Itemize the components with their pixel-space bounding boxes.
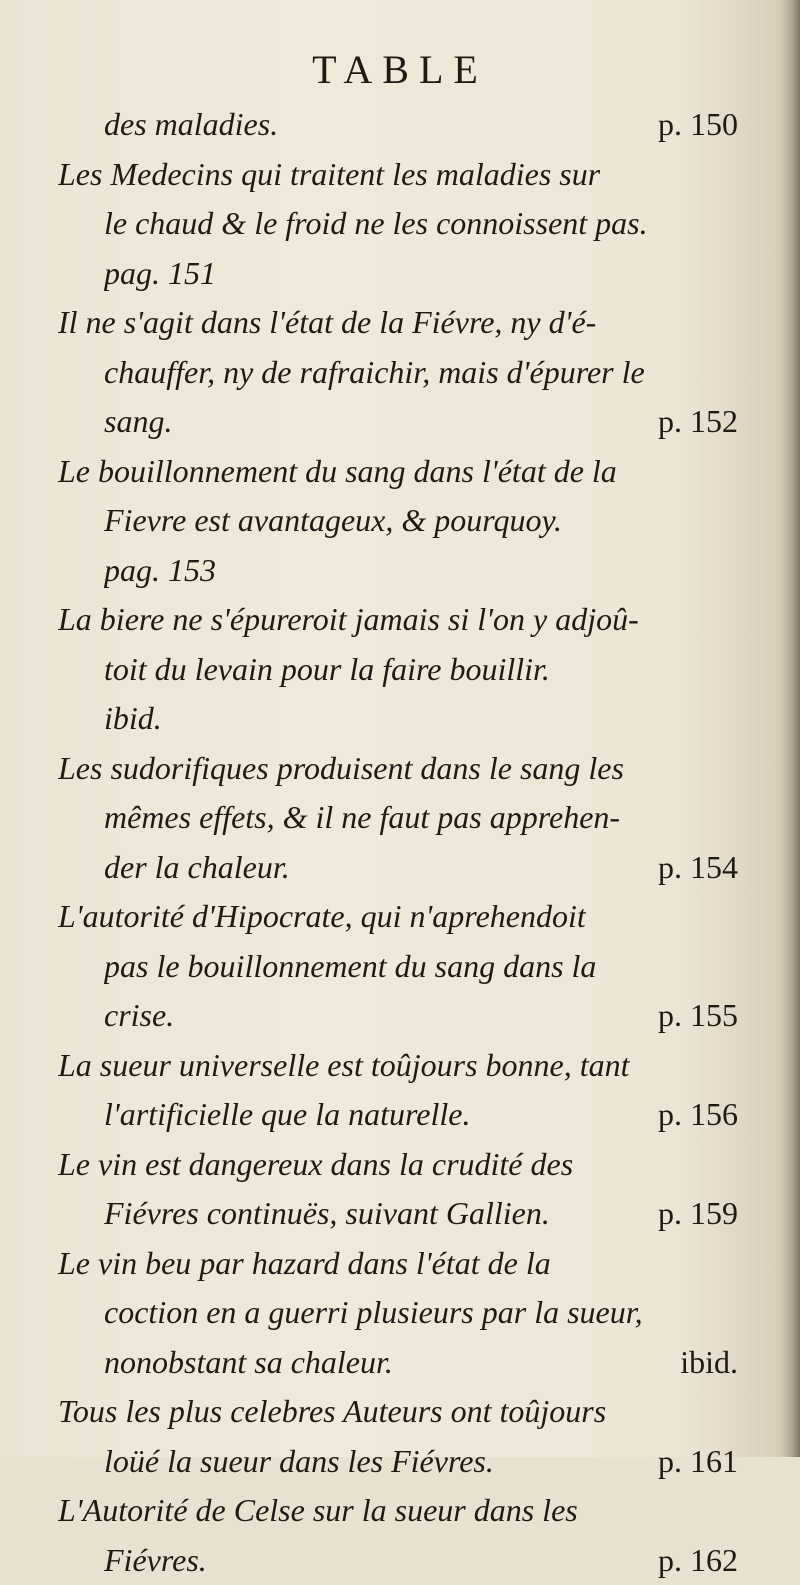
- toc-entry: [58, 150, 738, 299]
- toc-entry: [58, 744, 738, 893]
- toc-line-text: le chaud & le froid ne les connoissent pas.: [104, 199, 648, 249]
- page-reference: p. 152: [658, 397, 738, 447]
- toc-line-text: l'artificielle que la naturelle.: [104, 1090, 470, 1140]
- toc-line-text: chauffer, ny de rafraichir, mais d'épurer le: [104, 348, 645, 398]
- toc-line-text: Il ne s'agit dans l'état de la Fiévre, ny d'é-: [58, 298, 596, 348]
- toc-line-text: Le vin est dangereux dans la crudité des: [58, 1140, 573, 1190]
- toc-line-text: Le vin beu par hazard dans l'état de la: [58, 1239, 551, 1289]
- toc-line-text: der la chaleur.: [104, 843, 290, 893]
- toc-entry: [58, 1041, 738, 1140]
- toc-line: [58, 793, 738, 843]
- toc-line-text: Tous les plus celebres Auteurs ont toûjours: [58, 1387, 606, 1437]
- toc-line-text: L'autorité d'Hipocrate, qui n'aprehendoit: [58, 892, 586, 942]
- toc-line-text: Fiévres continuës, suivant Gallien.: [104, 1189, 550, 1239]
- toc-line-text: pas le bouillonnement du sang dans la: [104, 942, 596, 992]
- toc-line-text: des maladies.: [104, 100, 278, 150]
- page-reference: p. 161: [658, 1437, 738, 1487]
- toc-line: [58, 348, 738, 398]
- toc-entry: [58, 1486, 738, 1585]
- toc-line-text: pag. 151: [104, 249, 216, 299]
- toc-line: [58, 991, 738, 1041]
- toc-line: [58, 199, 738, 249]
- toc-line: [58, 645, 738, 695]
- toc-line-text: mêmes effets, & il ne faut pas apprehen-: [104, 793, 620, 843]
- page-heading: TABLE: [0, 46, 800, 93]
- toc-line-text: L'Autorité de Celse sur la sueur dans les: [58, 1486, 578, 1536]
- toc-line: [58, 397, 738, 447]
- toc-entry: [58, 1239, 738, 1388]
- toc-line: [58, 1486, 738, 1536]
- toc-entry: [58, 595, 738, 744]
- toc-line-text: nonobstant sa chaleur.: [104, 1338, 393, 1388]
- toc-line: [58, 595, 738, 645]
- toc-line: [58, 1041, 738, 1091]
- toc-line: [58, 1338, 738, 1388]
- toc-line-text: crise.: [104, 991, 174, 1041]
- toc-line: [58, 150, 738, 200]
- toc-line-text: Les sudorifiques produisent dans le sang les: [58, 744, 624, 794]
- toc-entry: [58, 298, 738, 447]
- toc-line-text: La biere ne s'épureroit jamais si l'on y adjoû-: [58, 595, 639, 645]
- toc-entry: [58, 447, 738, 596]
- toc-line-text: coction en a guerri plusieurs par la sueur,: [104, 1288, 643, 1338]
- toc-line: [58, 694, 738, 744]
- toc-line-text: La sueur universelle est toûjours bonne, tant: [58, 1041, 630, 1091]
- toc-line-text: Les Medecins qui traitent les maladies sur: [58, 150, 600, 200]
- toc-line: [58, 892, 738, 942]
- page-reference: p. 162: [658, 1536, 738, 1585]
- toc-line: [58, 1437, 738, 1487]
- toc-line: [58, 100, 738, 150]
- toc-line: [58, 1387, 738, 1437]
- toc-line: [58, 1239, 738, 1289]
- toc-line-text: ibid.: [104, 694, 162, 744]
- page-reference: p. 159: [658, 1189, 738, 1239]
- toc-line: [58, 447, 738, 497]
- page-reference: p. 155: [658, 991, 738, 1041]
- page-reference: p. 156: [658, 1090, 738, 1140]
- toc-line: [58, 249, 738, 299]
- toc-line: [58, 546, 738, 596]
- page-reference: p. 150: [658, 100, 738, 150]
- page-reference: p. 154: [658, 843, 738, 893]
- page-reference: ibid.: [680, 1338, 738, 1388]
- toc-line: [58, 1090, 738, 1140]
- toc-line-text: pag. 153: [104, 546, 216, 596]
- toc-entry: [58, 1387, 738, 1486]
- toc-line: [58, 1140, 738, 1190]
- toc-line: [58, 298, 738, 348]
- toc-line: [58, 843, 738, 893]
- toc-line-text: loüé la sueur dans les Fiévres.: [104, 1437, 494, 1487]
- toc-line: [58, 1536, 738, 1585]
- toc-line-text: Le bouillonnement du sang dans l'état de la: [58, 447, 617, 497]
- page-edge-shadow: [782, 0, 800, 1457]
- table-of-contents: [58, 100, 738, 1585]
- toc-entry: [58, 892, 738, 1041]
- toc-line: [58, 1288, 738, 1338]
- toc-line-text: Fiévres.: [104, 1536, 207, 1585]
- toc-line: [58, 496, 738, 546]
- toc-line: [58, 1189, 738, 1239]
- toc-entry: [58, 100, 738, 150]
- toc-line-text: Fievre est avantageux, & pourquoy.: [104, 496, 562, 546]
- toc-entry: [58, 1140, 738, 1239]
- toc-line: [58, 942, 738, 992]
- toc-line: [58, 744, 738, 794]
- toc-line-text: toit du levain pour la faire bouillir.: [104, 645, 550, 695]
- toc-line-text: sang.: [104, 397, 172, 447]
